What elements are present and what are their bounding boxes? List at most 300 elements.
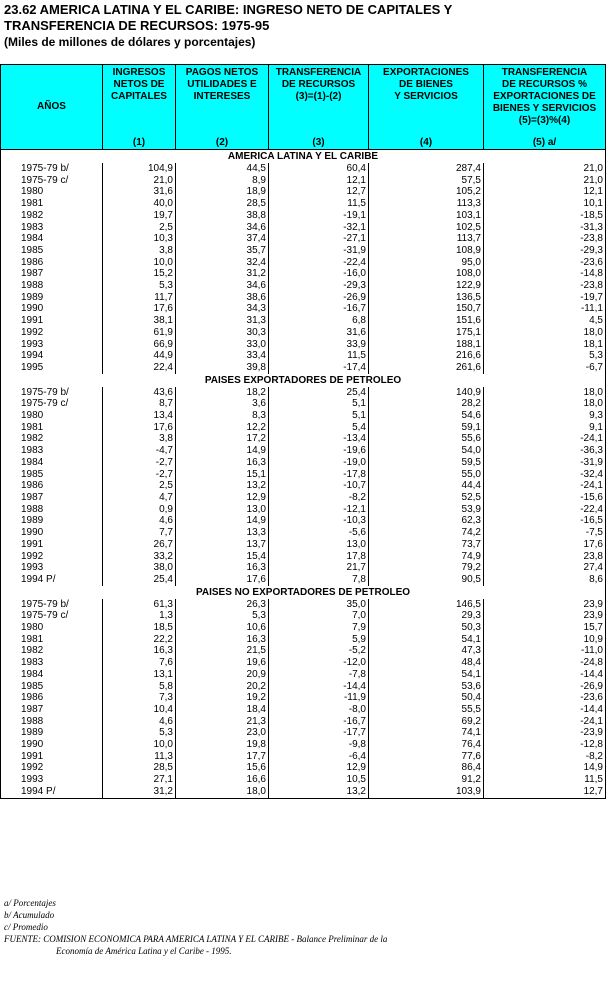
value-cell-col-3: 60,4 <box>269 163 369 175</box>
value-cell-col-4: 50,4 <box>369 692 484 704</box>
value-cell-col-5: 23,8 <box>484 551 606 563</box>
value-cell-col-2: 16,3 <box>176 562 269 574</box>
value-cell-col-5: -32,4 <box>484 469 606 481</box>
value-cell-col-4: 150,7 <box>369 303 484 315</box>
value-cell-col-2: 21,3 <box>176 716 269 728</box>
table-row <box>1 492 606 504</box>
value-cell-col-3: -12,0 <box>269 657 369 669</box>
source-line-2: Economía de América Latina y el Caribe - 1995. <box>56 946 232 956</box>
table-row <box>1 268 606 280</box>
header-col-2 <box>176 65 269 150</box>
value-cell-col-1: 15,2 <box>103 268 176 280</box>
value-cell-col-5: -18,5 <box>484 210 606 222</box>
value-cell-col-2: 18,9 <box>176 186 269 198</box>
value-cell-col-2: 16,3 <box>176 457 269 469</box>
year-cell: 1984 <box>1 669 103 681</box>
header-label: INGRESOS NETOS DE CAPITALES <box>111 67 167 102</box>
value-cell-col-1: 5,3 <box>103 280 176 292</box>
table-row <box>1 339 606 351</box>
value-cell-col-4: 113,7 <box>369 233 484 245</box>
value-cell-col-1: 4,7 <box>103 492 176 504</box>
value-cell-col-2: 34,3 <box>176 303 269 315</box>
value-cell-col-5: -36,3 <box>484 445 606 457</box>
year-cell: 1988 <box>1 280 103 292</box>
year-cell: 1989 <box>1 292 103 304</box>
value-cell-col-3: -19,0 <box>269 457 369 469</box>
value-cell-col-2: 33,0 <box>176 339 269 351</box>
value-cell-col-5: -29,3 <box>484 245 606 257</box>
value-cell-col-3: -16,7 <box>269 716 369 728</box>
table-row <box>1 622 606 634</box>
value-cell-col-3: 5,1 <box>269 398 369 410</box>
year-cell: 1992 <box>1 762 103 774</box>
value-cell-col-5: 23,9 <box>484 599 606 611</box>
value-cell-col-1: 66,9 <box>103 339 176 351</box>
value-cell-col-2: 18,4 <box>176 704 269 716</box>
table-row <box>1 233 606 245</box>
value-cell-col-1: 43,6 <box>103 387 176 399</box>
value-cell-col-5: -7,5 <box>484 527 606 539</box>
value-cell-col-3: -7,8 <box>269 669 369 681</box>
value-cell-col-5: 4,5 <box>484 315 606 327</box>
value-cell-col-1: 40,0 <box>103 198 176 210</box>
value-cell-col-3: 21,7 <box>269 562 369 574</box>
value-cell-col-5: 18,1 <box>484 339 606 351</box>
value-cell-col-5: -23,8 <box>484 280 606 292</box>
value-cell-col-3: -16,0 <box>269 268 369 280</box>
value-cell-col-3: 13,2 <box>269 786 369 798</box>
value-cell-col-3: 11,5 <box>269 350 369 362</box>
value-cell-col-3: 17,8 <box>269 551 369 563</box>
value-cell-col-2: 19,8 <box>176 739 269 751</box>
year-cell: 1975-79 c/ <box>1 175 103 187</box>
table-row <box>1 539 606 551</box>
value-cell-col-3: 25,4 <box>269 387 369 399</box>
value-cell-col-5: 18,0 <box>484 398 606 410</box>
value-cell-col-1: 17,6 <box>103 303 176 315</box>
table-row <box>1 257 606 269</box>
year-cell: 1988 <box>1 716 103 728</box>
value-cell-col-3: 7,8 <box>269 574 369 586</box>
value-cell-col-3: -31,9 <box>269 245 369 257</box>
value-cell-col-5: -22,4 <box>484 504 606 516</box>
year-cell: 1975-79 b/ <box>1 163 103 175</box>
value-cell-col-1: 3,8 <box>103 433 176 445</box>
value-cell-col-5: -14,8 <box>484 268 606 280</box>
table-row <box>1 504 606 516</box>
value-cell-col-3: 12,7 <box>269 186 369 198</box>
value-cell-col-3: 5,4 <box>269 422 369 434</box>
value-cell-col-3: -32,1 <box>269 222 369 234</box>
section-header-row <box>1 586 606 599</box>
year-cell: 1994 <box>1 350 103 362</box>
value-cell-col-4: 28,2 <box>369 398 484 410</box>
table-body <box>1 150 606 799</box>
value-cell-col-5: -24,1 <box>484 716 606 728</box>
value-cell-col-2: 31,3 <box>176 315 269 327</box>
value-cell-col-2: 37,4 <box>176 233 269 245</box>
value-cell-col-1: 8,7 <box>103 398 176 410</box>
table-row <box>1 175 606 187</box>
year-cell: 1994 P/ <box>1 574 103 586</box>
year-cell: 1990 <box>1 303 103 315</box>
value-cell-col-1: 44,9 <box>103 350 176 362</box>
year-cell: 1985 <box>1 681 103 693</box>
value-cell-col-2: 20,9 <box>176 669 269 681</box>
value-cell-col-5: 12,7 <box>484 786 606 798</box>
table-row <box>1 727 606 739</box>
value-cell-col-4: 103,1 <box>369 210 484 222</box>
year-cell: 1994 P/ <box>1 786 103 798</box>
value-cell-col-3: -16,7 <box>269 303 369 315</box>
value-cell-col-4: 122,9 <box>369 280 484 292</box>
value-cell-col-4: 47,3 <box>369 645 484 657</box>
value-cell-col-5: -23,9 <box>484 727 606 739</box>
value-cell-col-5: 9,3 <box>484 410 606 422</box>
value-cell-col-3: 13,0 <box>269 539 369 551</box>
year-cell: 1983 <box>1 445 103 457</box>
value-cell-col-3: 12,1 <box>269 175 369 187</box>
value-cell-col-1: 3,8 <box>103 245 176 257</box>
value-cell-col-5: 18,0 <box>484 387 606 399</box>
year-cell: 1986 <box>1 692 103 704</box>
value-cell-col-1: 11,7 <box>103 292 176 304</box>
table-row <box>1 186 606 198</box>
value-cell-col-4: 55,6 <box>369 433 484 445</box>
value-cell-col-2: 33,4 <box>176 350 269 362</box>
value-cell-col-5: 21,0 <box>484 175 606 187</box>
table-row <box>1 480 606 492</box>
table-row <box>1 327 606 339</box>
year-cell: 1987 <box>1 492 103 504</box>
value-cell-col-4: 77,6 <box>369 751 484 763</box>
value-cell-col-4: 74,2 <box>369 527 484 539</box>
value-cell-col-3: 35,0 <box>269 599 369 611</box>
value-cell-col-2: 30,3 <box>176 327 269 339</box>
value-cell-col-4: 76,4 <box>369 739 484 751</box>
value-cell-col-3: -8,0 <box>269 704 369 716</box>
value-cell-col-2: 34,6 <box>176 280 269 292</box>
table-row <box>1 387 606 399</box>
value-cell-col-5: -23,6 <box>484 257 606 269</box>
value-cell-col-1: 31,2 <box>103 786 176 798</box>
table-row <box>1 362 606 374</box>
year-cell: 1987 <box>1 268 103 280</box>
value-cell-col-5: -31,3 <box>484 222 606 234</box>
value-cell-col-3: 10,5 <box>269 774 369 786</box>
value-cell-col-1: 13,1 <box>103 669 176 681</box>
value-cell-col-4: 55,5 <box>369 704 484 716</box>
value-cell-col-5: 9,1 <box>484 422 606 434</box>
value-cell-col-5: -8,2 <box>484 751 606 763</box>
value-cell-col-2: 17,7 <box>176 751 269 763</box>
table-row <box>1 163 606 175</box>
header-years <box>1 65 103 150</box>
value-cell-col-5: -16,5 <box>484 515 606 527</box>
value-cell-col-1: 26,7 <box>103 539 176 551</box>
value-cell-col-2: 13,2 <box>176 480 269 492</box>
value-cell-col-3: 12,9 <box>269 762 369 774</box>
table-row <box>1 786 606 798</box>
value-cell-col-4: 175,1 <box>369 327 484 339</box>
value-cell-col-3: -19,6 <box>269 445 369 457</box>
value-cell-col-4: 287,4 <box>369 163 484 175</box>
value-cell-col-2: 15,1 <box>176 469 269 481</box>
year-cell: 1980 <box>1 622 103 634</box>
year-cell: 1992 <box>1 327 103 339</box>
value-cell-col-4: 102,5 <box>369 222 484 234</box>
year-cell: 1985 <box>1 245 103 257</box>
year-cell: 1975-79 c/ <box>1 610 103 622</box>
year-cell: 1991 <box>1 751 103 763</box>
value-cell-col-4: 52,5 <box>369 492 484 504</box>
value-cell-col-1: 10,0 <box>103 739 176 751</box>
value-cell-col-4: 73,7 <box>369 539 484 551</box>
year-cell: 1991 <box>1 315 103 327</box>
header-number: (4) <box>419 137 433 148</box>
header-number: (1) <box>132 137 146 148</box>
value-cell-col-1: 28,5 <box>103 762 176 774</box>
table-row <box>1 751 606 763</box>
value-cell-col-1: 10,4 <box>103 704 176 716</box>
value-cell-col-1: 10,0 <box>103 257 176 269</box>
value-cell-col-4: 151,6 <box>369 315 484 327</box>
value-cell-col-5: 27,4 <box>484 562 606 574</box>
value-cell-col-3: -17,4 <box>269 362 369 374</box>
value-cell-col-4: 90,5 <box>369 574 484 586</box>
value-cell-col-4: 140,9 <box>369 387 484 399</box>
value-cell-col-2: 26,3 <box>176 599 269 611</box>
value-cell-col-1: 61,9 <box>103 327 176 339</box>
value-cell-col-2: 38,6 <box>176 292 269 304</box>
value-cell-col-3: -27,1 <box>269 233 369 245</box>
year-cell: 1975-79 b/ <box>1 387 103 399</box>
value-cell-col-2: 10,6 <box>176 622 269 634</box>
table-row <box>1 551 606 563</box>
value-cell-col-4: 48,4 <box>369 657 484 669</box>
section-header-row <box>1 150 606 164</box>
value-cell-col-4: 54,1 <box>369 669 484 681</box>
value-cell-col-1: 25,4 <box>103 574 176 586</box>
table-row <box>1 515 606 527</box>
value-cell-col-2: 23,0 <box>176 727 269 739</box>
value-cell-col-4: 74,1 <box>369 727 484 739</box>
value-cell-col-1: 61,3 <box>103 599 176 611</box>
value-cell-col-5: -19,7 <box>484 292 606 304</box>
header-number: (5) a/ <box>532 137 557 148</box>
value-cell-col-1: 27,1 <box>103 774 176 786</box>
value-cell-col-5: -14,4 <box>484 704 606 716</box>
year-cell: 1984 <box>1 233 103 245</box>
year-cell: 1990 <box>1 739 103 751</box>
value-cell-col-2: 19,6 <box>176 657 269 669</box>
value-cell-col-4: 62,3 <box>369 515 484 527</box>
table-row <box>1 739 606 751</box>
value-cell-col-5: 11,5 <box>484 774 606 786</box>
value-cell-col-2: 17,2 <box>176 433 269 445</box>
value-cell-col-5: -23,6 <box>484 692 606 704</box>
table-row <box>1 469 606 481</box>
value-cell-col-1: 13,4 <box>103 410 176 422</box>
value-cell-col-2: 3,6 <box>176 398 269 410</box>
value-cell-col-3: -17,8 <box>269 469 369 481</box>
value-cell-col-3: -6,4 <box>269 751 369 763</box>
table-row <box>1 562 606 574</box>
footnote-b: b/ Acumulado <box>4 910 55 920</box>
value-cell-col-2: 32,4 <box>176 257 269 269</box>
value-cell-col-2: 15,6 <box>176 762 269 774</box>
table-row <box>1 527 606 539</box>
value-cell-col-2: 13,3 <box>176 527 269 539</box>
value-cell-col-1: 21,0 <box>103 175 176 187</box>
year-cell: 1982 <box>1 210 103 222</box>
value-cell-col-4: 50,3 <box>369 622 484 634</box>
value-cell-col-5: 14,9 <box>484 762 606 774</box>
value-cell-col-1: 10,3 <box>103 233 176 245</box>
value-cell-col-5: -24,1 <box>484 480 606 492</box>
value-cell-col-4: 79,2 <box>369 562 484 574</box>
value-cell-col-1: 22,2 <box>103 634 176 646</box>
year-cell: 1982 <box>1 645 103 657</box>
value-cell-col-1: 38,0 <box>103 562 176 574</box>
value-cell-col-1: 2,5 <box>103 222 176 234</box>
value-cell-col-2: 14,9 <box>176 515 269 527</box>
value-cell-col-4: 91,2 <box>369 774 484 786</box>
table-row <box>1 610 606 622</box>
value-cell-col-4: 146,5 <box>369 599 484 611</box>
value-cell-col-1: 7,7 <box>103 527 176 539</box>
value-cell-col-1: 7,6 <box>103 657 176 669</box>
table-row <box>1 704 606 716</box>
value-cell-col-4: 53,6 <box>369 681 484 693</box>
table-row <box>1 198 606 210</box>
table-row <box>1 445 606 457</box>
table-row <box>1 669 606 681</box>
value-cell-col-1: 22,4 <box>103 362 176 374</box>
value-cell-col-5: 18,0 <box>484 327 606 339</box>
value-cell-col-1: 5,3 <box>103 727 176 739</box>
year-cell: 1975-79 b/ <box>1 599 103 611</box>
table-row <box>1 645 606 657</box>
value-cell-col-5: 10,1 <box>484 198 606 210</box>
table-row <box>1 574 606 586</box>
value-cell-col-5: 21,0 <box>484 163 606 175</box>
value-cell-col-3: 5,1 <box>269 410 369 422</box>
value-cell-col-2: 20,2 <box>176 681 269 693</box>
value-cell-col-3: -19,1 <box>269 210 369 222</box>
year-cell: 1991 <box>1 539 103 551</box>
value-cell-col-4: 59,5 <box>369 457 484 469</box>
value-cell-col-3: 33,9 <box>269 339 369 351</box>
value-cell-col-4: 188,1 <box>369 339 484 351</box>
value-cell-col-3: -13,4 <box>269 433 369 445</box>
value-cell-col-4: 54,1 <box>369 634 484 646</box>
year-cell: 1989 <box>1 515 103 527</box>
table-row <box>1 457 606 469</box>
table-row <box>1 222 606 234</box>
table-row <box>1 245 606 257</box>
value-cell-col-3: 7,9 <box>269 622 369 634</box>
value-cell-col-1: 4,6 <box>103 515 176 527</box>
value-cell-col-2: 14,9 <box>176 445 269 457</box>
table-row <box>1 433 606 445</box>
value-cell-col-4: 54,6 <box>369 410 484 422</box>
value-cell-col-1: 5,8 <box>103 681 176 693</box>
value-cell-col-1: -4,7 <box>103 445 176 457</box>
year-cell: 1980 <box>1 186 103 198</box>
value-cell-col-2: 12,9 <box>176 492 269 504</box>
value-cell-col-1: 19,7 <box>103 210 176 222</box>
value-cell-col-1: 33,2 <box>103 551 176 563</box>
page-title <box>4 2 452 50</box>
value-cell-col-4: 74,9 <box>369 551 484 563</box>
value-cell-col-1: 1,3 <box>103 610 176 622</box>
value-cell-col-4: 113,3 <box>369 198 484 210</box>
value-cell-col-3: 7,0 <box>269 610 369 622</box>
year-cell: 1987 <box>1 704 103 716</box>
value-cell-col-3: -26,9 <box>269 292 369 304</box>
value-cell-col-5: -6,7 <box>484 362 606 374</box>
value-cell-col-4: 54,0 <box>369 445 484 457</box>
source-line-1: FUENTE: COMISION ECONOMICA PARA AMERICA LATINA Y EL CARIBE - Balance Preliminar de la <box>4 934 388 944</box>
value-cell-col-2: 38,8 <box>176 210 269 222</box>
value-cell-col-5: 8,6 <box>484 574 606 586</box>
value-cell-col-2: 19,2 <box>176 692 269 704</box>
value-cell-col-5: -15,6 <box>484 492 606 504</box>
value-cell-col-2: 12,2 <box>176 422 269 434</box>
value-cell-col-2: 28,5 <box>176 198 269 210</box>
value-cell-col-1: 2,5 <box>103 480 176 492</box>
title-line-1: 23.62 AMERICA LATINA Y EL CARIBE: INGRESO NETO DE CAPITALES Y <box>4 2 453 17</box>
value-cell-col-2: 16,6 <box>176 774 269 786</box>
value-cell-col-3: -5,2 <box>269 645 369 657</box>
value-cell-col-5: -24,8 <box>484 657 606 669</box>
header-label: AÑOS <box>37 101 66 112</box>
value-cell-col-3: -10,7 <box>269 480 369 492</box>
value-cell-col-3: -29,3 <box>269 280 369 292</box>
table-row <box>1 599 606 611</box>
year-cell: 1985 <box>1 469 103 481</box>
title-line-2: TRANSFERENCIA DE RECURSOS: 1975-95 <box>4 18 270 33</box>
table-row <box>1 410 606 422</box>
value-cell-col-2: 39,8 <box>176 362 269 374</box>
value-cell-col-5: -24,1 <box>484 433 606 445</box>
year-cell: 1990 <box>1 527 103 539</box>
year-cell: 1986 <box>1 480 103 492</box>
value-cell-col-2: 8,3 <box>176 410 269 422</box>
value-cell-col-2: 34,6 <box>176 222 269 234</box>
value-cell-col-4: 136,5 <box>369 292 484 304</box>
header-number: (2) <box>215 137 229 148</box>
value-cell-col-1: 0,9 <box>103 504 176 516</box>
value-cell-col-1: 16,3 <box>103 645 176 657</box>
table-row <box>1 692 606 704</box>
section-title: AMERICA LATINA Y EL CARIBE <box>1 150 606 164</box>
value-cell-col-4: 55,0 <box>369 469 484 481</box>
value-cell-col-2: 8,9 <box>176 175 269 187</box>
value-cell-col-2: 18,0 <box>176 786 269 798</box>
value-cell-col-3: 31,6 <box>269 327 369 339</box>
year-cell: 1988 <box>1 504 103 516</box>
table-row <box>1 292 606 304</box>
value-cell-col-4: 57,5 <box>369 175 484 187</box>
value-cell-col-3: -11,9 <box>269 692 369 704</box>
year-cell: 1975-79 c/ <box>1 398 103 410</box>
value-cell-col-3: 11,5 <box>269 198 369 210</box>
section-title: PAISES EXPORTADORES DE PETROLEO <box>1 374 606 387</box>
year-cell: 1982 <box>1 433 103 445</box>
header-label: TRANSFERENCIA DE RECURSOS (3)=(1)-(2) <box>275 67 362 102</box>
